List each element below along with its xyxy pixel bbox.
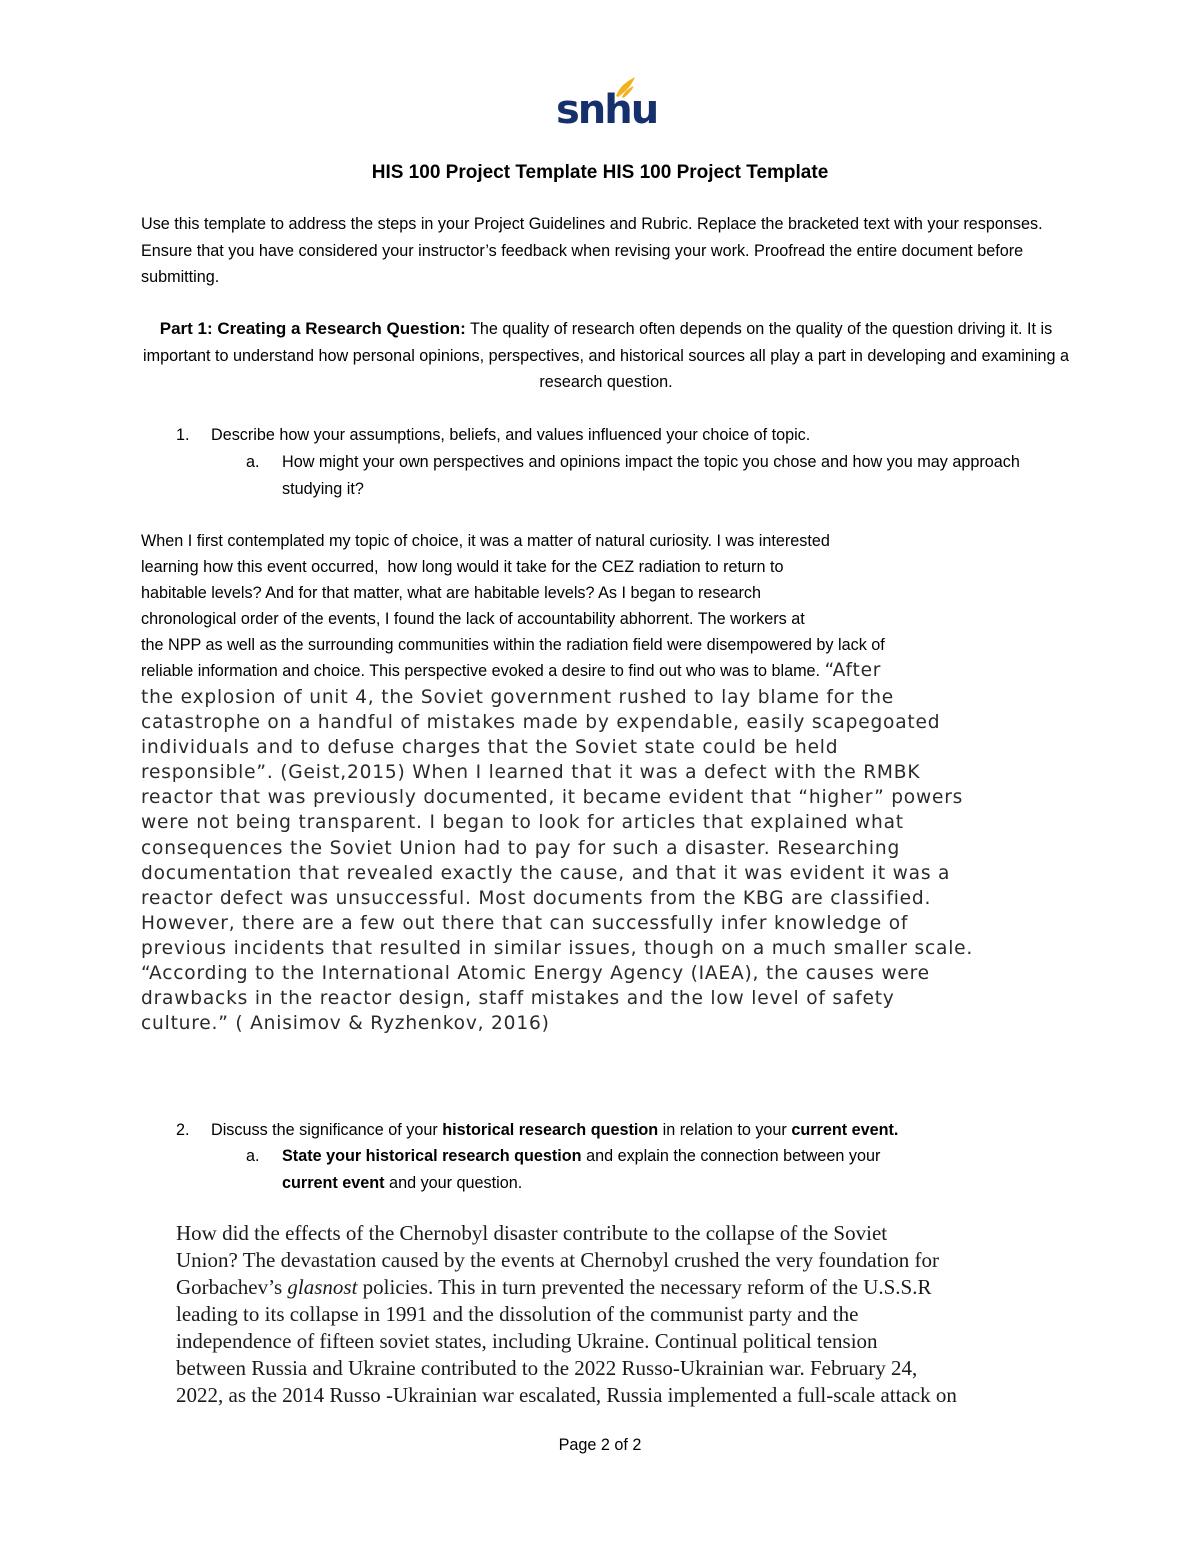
page-number: Page 2 of 2 bbox=[558, 1436, 642, 1454]
response-2 bbox=[176, 1220, 1066, 1409]
quote-line: culture.” ( Anisimov & Ryzhenkov, 2016) bbox=[141, 1013, 550, 1035]
response-1-line: the NPP as well as the surrounding communities within the radiation field were disempowered by lack of bbox=[141, 636, 885, 654]
question-2-number: 2. bbox=[176, 1121, 190, 1139]
question-2a-text: and your question. bbox=[384, 1173, 523, 1192]
question-2a-text: and explain the connection between your bbox=[581, 1147, 881, 1165]
question-1-text: Describe how your assumptions, beliefs, and values influenced your choice of topic. bbox=[211, 426, 811, 444]
part1-text: The quality of research often depends on the quality of the question driving it. It is important to understand how personal opinions, perspectives, and historical sources all play a part in developing and examining a research question. bbox=[143, 320, 1069, 391]
response-2-line: 2022, as the 2014 Russo -Ukrainian war escalated, Russia implemented a full-scale attack on bbox=[176, 1383, 957, 1407]
quote-line: drawbacks in the reactor design, staff mistakes and the low level of safety bbox=[141, 988, 895, 1010]
quote-line: However, there are a few out there that can successfully infer knowledge of bbox=[141, 912, 909, 934]
question-2-period: . bbox=[893, 1121, 899, 1139]
response-2-line: between Russia and Ukraine contributed to the 2022 Russo-Ukrainian war. February 24, bbox=[176, 1356, 918, 1380]
quote-line: were not being transparent. I began to look for articles that explained what bbox=[141, 812, 904, 834]
quote-line: reactor defect was unsuccessful. Most documents from the KBG are classified. bbox=[141, 887, 932, 909]
response-1-line: When I first contemplated my topic of choice, it was a matter of natural curiosity. I was interested bbox=[141, 532, 830, 550]
response-2-text: Gorbachev’s bbox=[176, 1275, 288, 1299]
question-2-bold-historical: historical research question bbox=[442, 1121, 659, 1139]
question-2-text: Discuss the significance of your bbox=[211, 1121, 443, 1139]
glasnost-term: glasnost bbox=[287, 1275, 358, 1299]
question-1-number: 1. bbox=[176, 426, 190, 444]
quote-line: catastrophe on a handful of mistakes made by expendable, easily scapegoated bbox=[141, 712, 941, 734]
response-2-text: policies. This in turn prevented the necessary reform of the U.S.S.R bbox=[357, 1275, 932, 1299]
snhu-logo bbox=[556, 76, 658, 133]
part1-paragraph bbox=[141, 316, 1071, 396]
response-1 bbox=[141, 528, 1066, 684]
response-2-line: Union? The devastation caused by the events at Chernobyl crushed the very foundation for bbox=[176, 1248, 939, 1272]
intro-paragraph: Use this template to address the steps in your Project Guidelines and Rubric. Replace the bracketed text with your responses. Ensure that you have considered your instructor’s feedback when revising your work. Proofread the entire document before submitting. bbox=[141, 215, 1043, 286]
quote-line: documentation that revealed exactly the cause, and that it was evident it was a bbox=[141, 862, 951, 884]
response-1-quote bbox=[141, 685, 1066, 1036]
question-2a-letter: a. bbox=[246, 1147, 260, 1165]
quote-line: reactor that was previously documented, it became evident that “higher” powers bbox=[141, 787, 964, 809]
response-1-line: learning how this event occurred, how long would it take for the CEZ radiation to return to bbox=[141, 558, 784, 576]
response-1-line: habitable levels? And for that matter, what are habitable levels? As I began to research bbox=[141, 584, 762, 602]
response-1-line: reliable information and choice. This perspective evoked a desire to find out who was to blame. bbox=[141, 662, 825, 680]
quote-line: “According to the International Atomic Energy Agency (IAEA), the causes were bbox=[141, 963, 930, 985]
question-2a-bold-current: current event bbox=[282, 1173, 385, 1192]
quote-line: consequences the Soviet Union had to pay for such a disaster. Researching bbox=[141, 837, 901, 859]
question-2-text: in relation to your bbox=[658, 1121, 792, 1139]
response-2-line: How did the effects of the Chernobyl disaster contribute to the collapse of the Soviet bbox=[176, 1221, 888, 1245]
quote-line: individuals and to defuse charges that the Soviet state could be held bbox=[141, 737, 839, 759]
response-2-line: independence of fifteen soviet states, including Ukraine. Continual political tension bbox=[176, 1329, 878, 1353]
part1-heading: Part 1: Creating a Research Question: bbox=[159, 319, 466, 338]
quote-line: responsible”. (Geist,2015) When I learned that it was a defect with the RMBK bbox=[141, 762, 921, 784]
response-1-last-line bbox=[141, 658, 1066, 684]
quote-line: previous incidents that resulted in similar issues, though on a much smaller scale. bbox=[141, 937, 974, 959]
question-2a-bold-question: State your historical research question bbox=[282, 1147, 582, 1165]
response-2-line: leading to its collapse in 1991 and the dissolution of the communist party and the bbox=[176, 1302, 859, 1326]
response-2-line-glasnost bbox=[176, 1274, 1066, 1301]
logo-wordmark: snhu bbox=[556, 87, 658, 133]
response-1-line: chronological order of the events, I found the lack of accountability abhorrent. The workers at bbox=[141, 610, 805, 628]
question-2-bold-current: current event bbox=[791, 1121, 894, 1139]
question-1a-text: How might your own perspectives and opinions impact the topic you chose and how you may approach studying it? bbox=[282, 453, 1020, 498]
question-1a-letter: a. bbox=[246, 453, 260, 471]
quote-opening: “After bbox=[824, 660, 882, 681]
document-title: HIS 100 Project Template HIS 100 Project Template bbox=[371, 162, 829, 183]
quote-line: the explosion of unit 4, the Soviet government rushed to lay blame for the bbox=[141, 687, 895, 708]
